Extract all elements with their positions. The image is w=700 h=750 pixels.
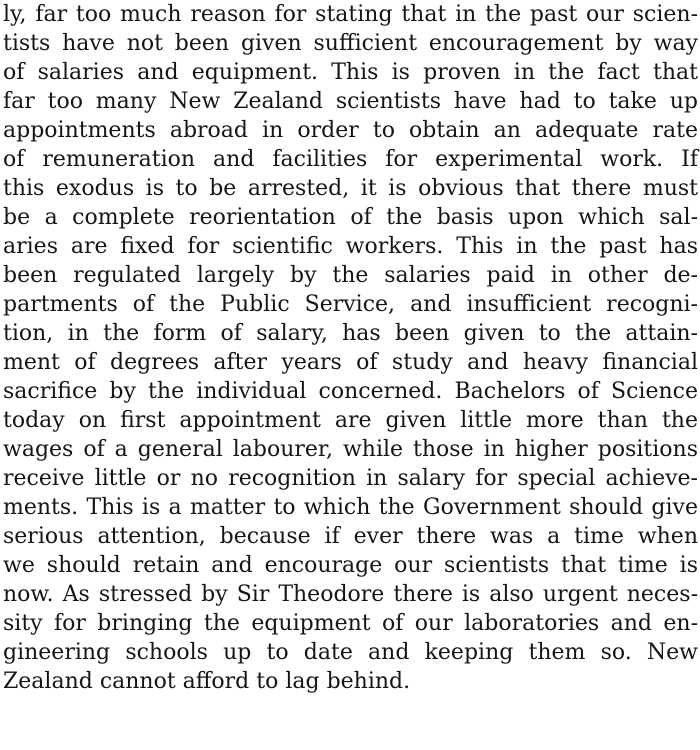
text-line: partments of the Public Service, and insufficient recogni- — [3, 292, 698, 317]
text-line: far too many New Zealand scientists have had to take up — [3, 89, 698, 114]
text-line: appointments abroad in order to obtain an adequate rate — [3, 118, 698, 143]
text-line: tists have not been given sufficient encouragement by way — [3, 31, 698, 56]
text-line: been regulated largely by the salaries paid in other de- — [3, 263, 698, 288]
text-line: ments. This is a matter to which the Government should give — [3, 495, 698, 520]
text-line: sity for bringing the equipment of our laboratories and en- — [3, 611, 698, 636]
text-line: tion, in the form of salary, has been given to the attain- — [3, 321, 698, 346]
text-line: of salaries and equipment. This is proven in the fact that — [3, 60, 698, 85]
text-line: now. As stressed by Sir Theodore there is also urgent neces- — [3, 582, 698, 607]
text-line: sacrifice by the individual concerned. Bachelors of Science — [3, 379, 698, 404]
text-line: be a complete reorientation of the basis upon which sal- — [3, 205, 698, 230]
text-line: this exodus is to be arrested, it is obvious that there must — [3, 176, 698, 201]
text-line: of remuneration and facilities for experimental work. If — [3, 147, 698, 172]
text-line: aries are fixed for scientific workers. This in the past has — [3, 234, 698, 259]
text-line: gineering schools up to date and keeping them so. New — [3, 640, 698, 665]
text-line: we should retain and encourage our scientists that time is — [3, 553, 698, 578]
text-line: ment of degrees after years of study and heavy financial — [3, 350, 698, 375]
text-line-last: Zealand cannot afford to lag behind. — [3, 669, 411, 694]
text-line: today on first appointment are given little more than the — [3, 408, 698, 433]
text-line: serious attention, because if ever there was a time when — [3, 524, 698, 549]
text-line: ly, far too much reason for stating that in the past our scien- — [3, 2, 698, 27]
text-line: wages of a general labourer, while those in higher positions — [3, 437, 698, 462]
body-paragraph — [3, 0, 698, 696]
text-line: receive little or no recognition in salary for special achieve- — [3, 466, 698, 491]
